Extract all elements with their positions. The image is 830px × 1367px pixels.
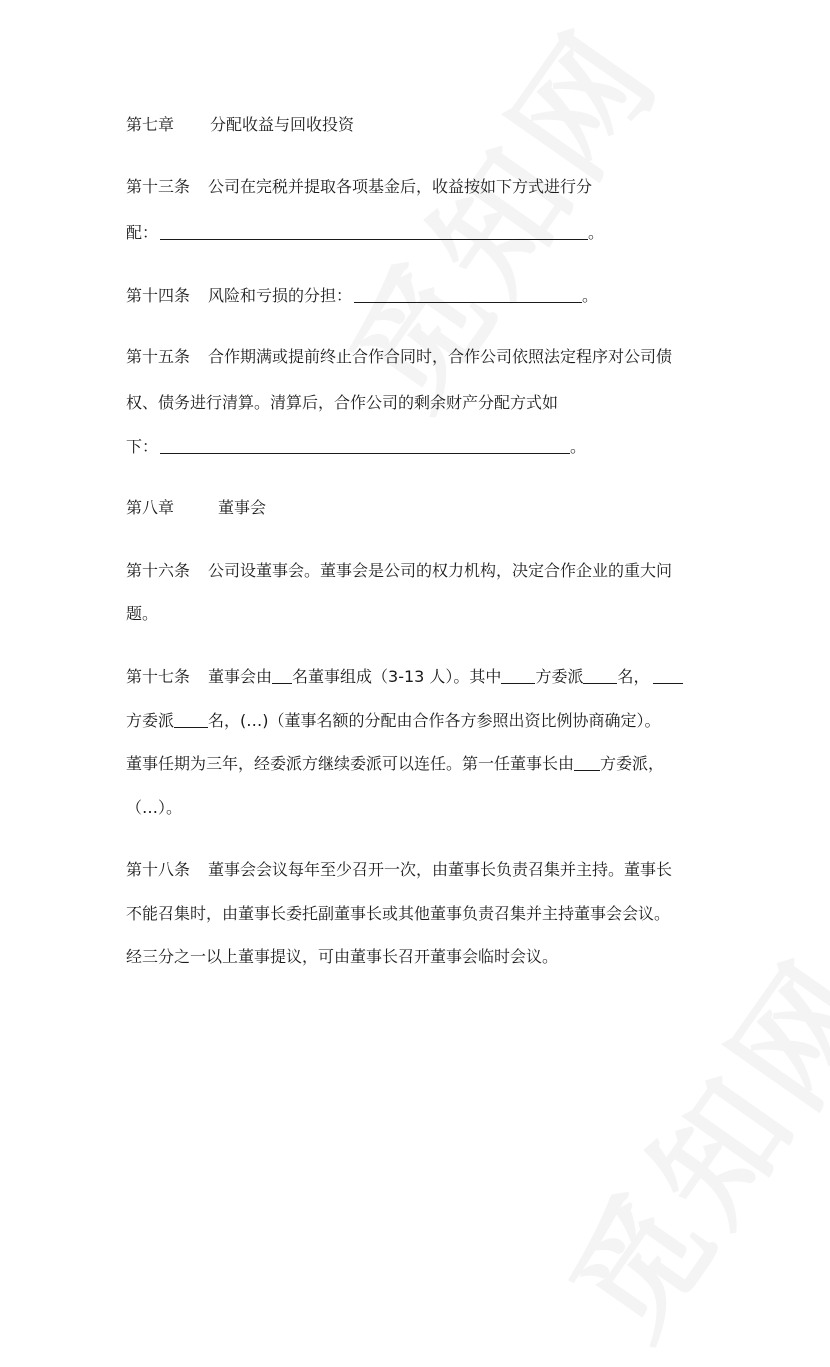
article-16-text-1: 公司设董事会。董事会是公司的权力机构，决定合作企业的重大问 <box>208 561 673 580</box>
article-14-text: 风险和亏损的分担： <box>208 286 353 305</box>
chapter-7-title: 分配收益与回收投资 <box>210 115 355 134</box>
blank-field[interactable] <box>174 711 208 728</box>
chapter-8-label: 第八章 <box>126 498 175 517</box>
article-16-text-2: 题。 <box>126 604 159 623</box>
article-15-text-2: 权、债务进行清算。清算后，合作公司的剩余财产分配方式如 <box>126 393 559 412</box>
article-14-line-1 <box>126 285 598 307</box>
blank-field[interactable] <box>583 667 617 684</box>
blank-field[interactable] <box>574 754 600 771</box>
article-17-line-3 <box>126 753 664 775</box>
article-15-line-1 <box>126 346 672 368</box>
article-18-line-2 <box>126 903 670 925</box>
watermark-lower <box>520 916 830 1367</box>
article-13-label: 第十三条 <box>126 177 191 196</box>
article-17-text-4: 名， <box>617 667 650 686</box>
article-18-text-1: 董事会会议每年至少召开一次，由董事长负责召集并主持。董事长 <box>208 860 673 879</box>
article-17-text-6: 名，(…)（董事名额的分配由合作各方参照出资比例协商确定）。 <box>208 711 661 730</box>
article-18-label: 第十八条 <box>126 860 191 879</box>
article-17-text-3: 方委派 <box>535 667 584 686</box>
article-13-line-2 <box>126 222 604 244</box>
blank-field[interactable] <box>272 667 292 684</box>
article-13-text-1: 公司在完税并提取各项基金后，收益按如下方式进行分 <box>208 177 593 196</box>
article-15-line-2 <box>126 392 558 414</box>
article-16-line-2 <box>126 603 158 625</box>
article-14-label: 第十四条 <box>126 286 191 305</box>
article-15-end: 。 <box>570 437 587 456</box>
article-17-line-2 <box>126 710 661 732</box>
article-15-text-1: 合作期满或提前终止合作合同时，合作公司依照法定程序对公司债 <box>208 347 673 366</box>
chapter-8-heading <box>126 497 266 519</box>
article-13-line-1 <box>126 176 592 198</box>
watermark <box>300 0 694 437</box>
chapter-8-title: 董事会 <box>218 498 267 517</box>
article-17-line-4 <box>126 797 182 819</box>
article-17-line-1 <box>126 666 683 688</box>
article-17-text-2: 名董事组成（3-13 人）。其中 <box>292 667 502 686</box>
article-17-text-8: 方委派， <box>600 754 665 773</box>
article-14-end: 。 <box>582 286 599 305</box>
chapter-7-heading <box>126 114 354 136</box>
article-18-text-2: 不能召集时，由董事长委托副董事长或其他董事负责召集并主持董事会会议。 <box>126 904 671 923</box>
article-16-line-1 <box>126 560 672 582</box>
article-17-text-7: 董事任期为三年，经委派方继续委派可以连任。第一任董事长由 <box>126 754 575 773</box>
article-16-label: 第十六条 <box>126 561 191 580</box>
article-15-text-3: 下： <box>126 437 159 456</box>
article-15-line-3 <box>126 436 586 458</box>
article-13-text-2: 配： <box>126 223 159 242</box>
blank-field[interactable] <box>160 223 588 240</box>
article-17-text-9: （…）。 <box>126 798 183 817</box>
blank-field[interactable] <box>354 286 582 303</box>
article-15-label: 第十五条 <box>126 347 191 366</box>
chapter-7-label: 第七章 <box>126 115 175 134</box>
article-18-text-3: 经三分之一以上董事提议，可由董事长召开董事会临时会议。 <box>126 947 559 966</box>
article-18-line-1 <box>126 859 672 881</box>
article-13-end: 。 <box>588 223 605 242</box>
blank-field[interactable] <box>501 667 535 684</box>
blank-field[interactable] <box>160 437 570 454</box>
article-17-text-1: 董事会由 <box>208 667 273 686</box>
article-17-text-5: 方委派 <box>126 711 175 730</box>
article-18-line-3 <box>126 946 558 968</box>
article-17-label: 第十七条 <box>126 667 191 686</box>
blank-field[interactable] <box>653 667 683 684</box>
